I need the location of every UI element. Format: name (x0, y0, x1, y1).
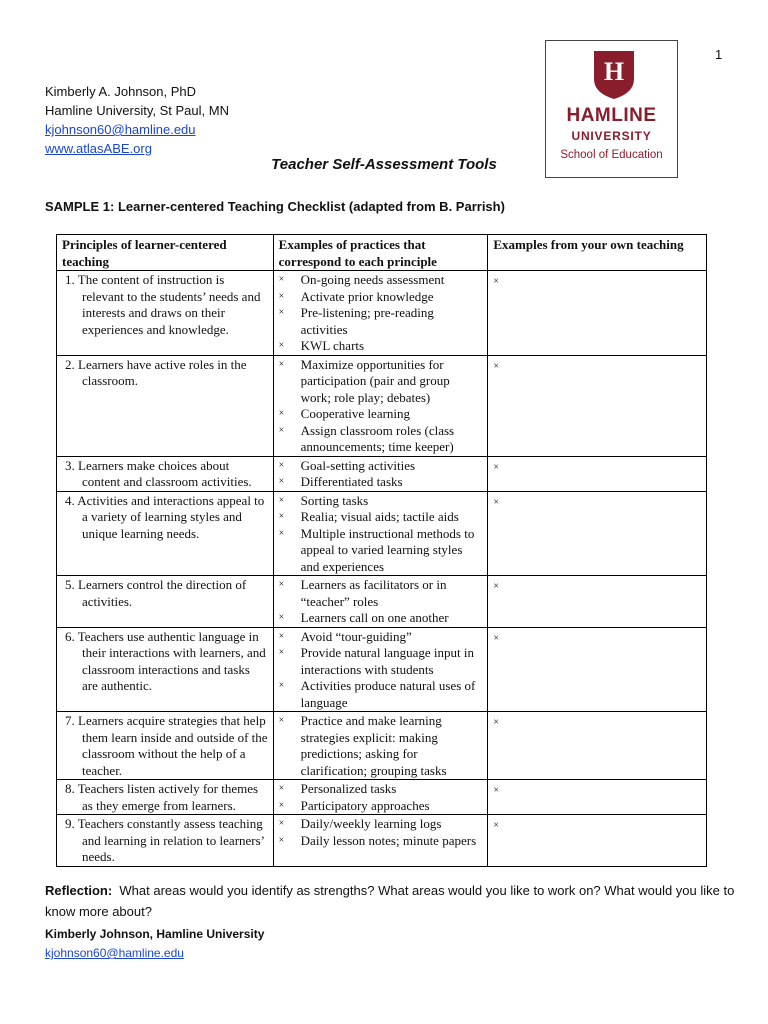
bullet-x-icon: × (493, 820, 500, 831)
practice-item (279, 493, 483, 510)
bullet-x-icon: × (278, 408, 285, 419)
bullet-x-icon: × (493, 461, 500, 473)
bullet-x-icon: × (278, 290, 285, 302)
bullet-x-icon: × (278, 834, 285, 846)
practice-text: Assign classroom roles (class announcements; time keeper) (300, 422, 455, 454)
principle-cell (57, 355, 274, 456)
own-teaching-cell[interactable] (488, 815, 707, 867)
bullet-x-icon: × (278, 494, 285, 506)
practices-cell (273, 780, 488, 815)
practices-cell (273, 627, 488, 712)
header-own-teaching: Examples from your own teaching (488, 235, 707, 271)
table-row (57, 576, 707, 628)
own-teaching-cell[interactable] (488, 627, 707, 712)
principle-cell (57, 780, 274, 815)
principle-cell (57, 456, 274, 491)
table-row (57, 456, 707, 491)
bullet-x-icon: × (278, 307, 285, 318)
own-teaching-cell[interactable] (488, 355, 707, 456)
author-email-link[interactable]: kjohnson60@hamline.edu (45, 122, 196, 137)
practice-item (279, 357, 483, 407)
bullet-x-icon: × (493, 785, 500, 796)
practice-text: Avoid “tour-guiding” (300, 628, 412, 644)
bullet-x-icon: × (278, 274, 285, 285)
practice-item (279, 423, 483, 456)
own-teaching-cell[interactable] (488, 491, 707, 576)
practices-cell (273, 576, 488, 628)
logo-letter: H (603, 57, 625, 86)
page-title: Teacher Self-Assessment Tools (271, 156, 497, 173)
principle-text: Teachers listen actively for themes as they emerge from learners. (77, 781, 259, 813)
practice-text: Differentiated tasks (300, 474, 403, 489)
principle-text: Learners control the direction of activities. (78, 577, 247, 609)
practice-item (279, 816, 483, 833)
practice-text: Realia; visual aids; tactile aids (300, 509, 459, 524)
bullet-x-icon: × (278, 647, 285, 658)
practice-text: Pre-listening; pre-reading activities (300, 305, 434, 337)
principle-text: The content of instruction is relevant to the students’ needs and interests and draws on their experiences and knowledge. (77, 272, 261, 337)
practice-text: Personalized tasks (300, 781, 397, 796)
practice-item (279, 781, 483, 798)
bullet-x-icon: × (493, 360, 500, 372)
principle-number: 4. (65, 492, 75, 508)
own-teaching-cell[interactable] (488, 271, 707, 356)
reflection-paragraph (45, 880, 735, 922)
principle-text: Teachers use authentic language in their interactions with learners, and classroom interactions and tasks are authentic. (77, 628, 266, 693)
principle-cell (57, 491, 274, 576)
logo-hamline: HAMLINE (566, 105, 657, 126)
practices-cell (273, 815, 488, 867)
principle-number: 2. (65, 356, 75, 372)
practice-item (279, 338, 483, 355)
practice-text: Learners call on one another (300, 610, 449, 625)
practice-text: Daily/weekly learning logs (300, 816, 442, 831)
table-header-row (57, 235, 707, 271)
principle-cell (57, 815, 274, 867)
reflection-text: What areas would you identify as strengths? What areas would you like to work on? What would you like to know more about? (45, 883, 735, 919)
table-row (57, 271, 707, 356)
practice-item (279, 272, 483, 289)
practice-text: Multiple instructional methods to appeal to varied learning styles and experiences (300, 525, 475, 574)
practices-cell (273, 491, 488, 576)
practice-text: Cooperative learning (300, 406, 411, 421)
bullet-x-icon: × (493, 581, 500, 592)
practice-item (279, 833, 483, 850)
principle-cell (57, 627, 274, 712)
footer-email-link[interactable]: kjohnson60@hamline.edu (45, 946, 184, 960)
bullet-x-icon: × (493, 717, 500, 728)
footer (45, 925, 264, 963)
bullet-x-icon: × (278, 527, 285, 539)
bullet-x-icon: × (278, 799, 285, 811)
page-number: 1 (715, 47, 723, 62)
principle-number: 3. (65, 457, 75, 473)
practice-item (279, 509, 483, 526)
practice-item (279, 526, 483, 576)
checklist-table (56, 234, 707, 867)
practices-cell (273, 456, 488, 491)
practice-item (279, 645, 483, 678)
principle-number: 9. (65, 816, 75, 831)
practice-text: Maximize opportunities for participation (pair and group work; role play; debates) (300, 356, 450, 405)
practice-text: Activate prior knowledge (300, 288, 434, 304)
bullet-x-icon: × (278, 783, 285, 794)
bullet-x-icon: × (493, 632, 500, 644)
table-row (57, 712, 707, 780)
practice-item (279, 289, 483, 306)
practice-text: Goal-setting activities (300, 457, 416, 473)
own-teaching-cell[interactable] (488, 576, 707, 628)
sample-heading: SAMPLE 1: Learner-centered Teaching Checklist (adapted from B. Parrish) (45, 199, 505, 214)
principle-cell (57, 576, 274, 628)
practice-text: On-going needs assessment (300, 272, 445, 287)
bullet-x-icon: × (278, 476, 285, 487)
header-principles: Principles of learner-centered teaching (57, 235, 274, 271)
practice-item (279, 629, 483, 646)
principle-text: Activities and interactions appeal to a variety of learning styles and unique learning needs. (77, 492, 265, 541)
principle-cell (57, 271, 274, 356)
bullet-x-icon: × (278, 511, 285, 522)
own-teaching-cell[interactable] (488, 456, 707, 491)
author-website-link[interactable]: www.atlasABE.org (45, 141, 152, 156)
practice-text: Daily lesson notes; minute papers (300, 832, 477, 848)
practice-text: KWL charts (300, 338, 365, 353)
author-block (45, 82, 229, 158)
logo-school: School of Education (560, 149, 663, 161)
bullet-x-icon: × (278, 358, 285, 370)
table-row (57, 491, 707, 576)
table-row (57, 355, 707, 456)
principle-number: 1. (65, 272, 75, 287)
table-row (57, 780, 707, 815)
principle-text: Learners have active roles in the classroom. (78, 356, 247, 388)
reflection-label: Reflection: (45, 883, 113, 898)
bullet-x-icon: × (278, 680, 285, 691)
principle-cell (57, 712, 274, 780)
practice-text: Participatory approaches (300, 797, 430, 813)
own-teaching-cell[interactable] (488, 712, 707, 780)
bullet-x-icon: × (278, 612, 285, 623)
author-affiliation: Hamline University, St Paul, MN (45, 103, 229, 118)
footer-name: Kimberly Johnson, Hamline University (45, 927, 265, 941)
practice-text: Practice and make learning strategies explicit: making predictions; asking for clarification; grouping tasks (300, 713, 447, 778)
shield-icon (594, 51, 634, 99)
author-name: Kimberly A. Johnson, PhD (45, 84, 197, 99)
principle-number: 5. (65, 577, 75, 592)
table-row (57, 815, 707, 867)
practice-item (279, 474, 483, 491)
principle-number: 8. (65, 781, 75, 796)
bullet-x-icon: × (278, 630, 285, 642)
practice-item (279, 406, 483, 423)
practice-text: Learners as facilitators or in “teacher” roles (300, 577, 447, 609)
practice-item (279, 458, 483, 475)
practice-text: Sorting tasks (300, 492, 369, 508)
principle-text: Learners make choices about content and classroom activities. (78, 457, 252, 489)
bullet-x-icon: × (278, 459, 285, 471)
principle-text: Learners acquire strategies that help them learn inside and outside of the classroom without the help of a teacher. (78, 713, 268, 778)
practice-item (279, 798, 483, 815)
bullet-x-icon: × (278, 715, 285, 726)
bullet-x-icon: × (278, 424, 285, 436)
table-row (57, 627, 707, 712)
practices-cell (273, 712, 488, 780)
practice-item (279, 577, 483, 610)
practice-text: Activities produce natural uses of language (300, 678, 476, 710)
logo-university: UNIVERSITY (571, 129, 652, 143)
practice-text: Provide natural language input in interactions with students (300, 645, 474, 677)
own-teaching-cell[interactable] (488, 780, 707, 815)
practices-cell (273, 271, 488, 356)
practice-item (279, 610, 483, 627)
bullet-x-icon: × (493, 276, 500, 287)
bullet-x-icon: × (278, 579, 285, 590)
bullet-x-icon: × (493, 496, 500, 508)
header-practices: Examples of practices that correspond to each principle (273, 235, 488, 271)
principle-number: 6. (65, 628, 75, 644)
principle-text: Teachers constantly assess teaching and learning in relation to learners’ needs. (77, 816, 265, 864)
practice-item (279, 713, 483, 779)
bullet-x-icon: × (278, 818, 285, 829)
practice-item (279, 305, 483, 338)
practices-cell (273, 355, 488, 456)
practice-item (279, 678, 483, 711)
bullet-x-icon: × (278, 340, 285, 351)
principle-number: 7. (65, 713, 75, 728)
